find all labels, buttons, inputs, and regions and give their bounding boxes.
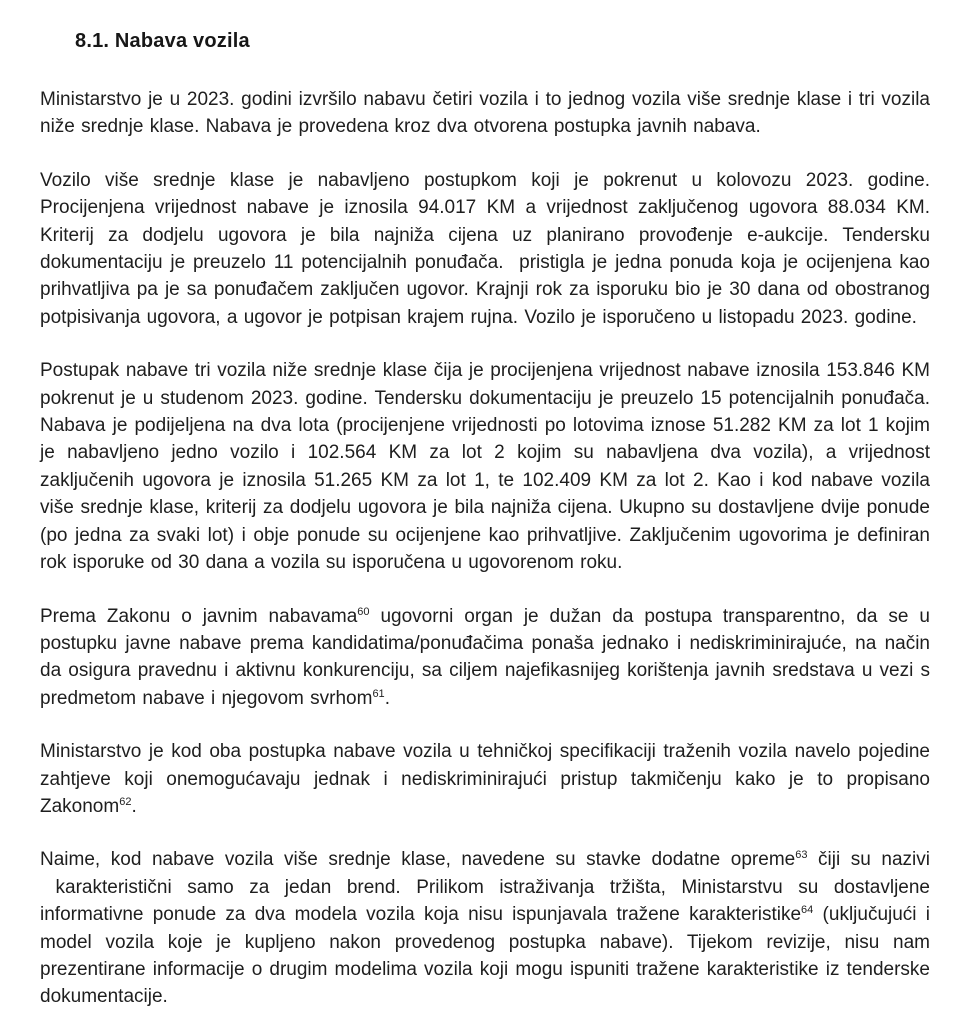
text-run: . [131, 795, 137, 817]
section-heading: 8.1. Nabava vozila [75, 30, 250, 52]
footnote-ref: 61 [372, 687, 385, 700]
footnote-ref: 63 [795, 849, 808, 862]
paragraph-procurement-overview [40, 86, 930, 141]
text-run: (uključujući i model vozila koje je kupljeno nakon provedenog postupka nabave). Tijekom revizije, nisu nam prezentirane informacije o drugim modelima vozila koji mogu ispuniti tražene karakteristike iz tenderske dokumentacije. [40, 904, 930, 1008]
text-run: Ministarstvo je u 2023. godini izvršilo nabavu četiri vozila i to jednog vozila više srednje klase i tri vozila niže srednje klase. Nabava je provedena kroz dva otvorena postupka javnih nabava. [40, 89, 930, 138]
text-run: Postupak nabave tri vozila niže srednje klase čija je procijenjena vrijednost nabave iznosila 153.846 KM pokrenut je u studenom 2023. godine. Tendersku dokumentaciju je preuzelo 15 potencijalnih ponuđača. Nabava je podijeljena na dva lota (procijenjene vrijednosti po lotovima iznose 51.282 KM za lot 1 kojim je nabavljeno jedno vozilo i 102.564 KM za lot 2 kojim su nabavljena dva vozila), a vrijednost zaključenih ugovora je iznosila 51.265 KM za lot 1, te 102.409 KM za lot 2. Kao i kod nabave vozila više srednje klase, kriterij za dodjelu ugovora je bila najniža cijena. Ukupno su dostavljene dvije ponude (po jedna za svaki lot) i obje ponude su ocijenjene kao prihvatljive. Zaključenim ugovorima je definiran rok isporuke od 30 dana a vozila su isporučena u ugovorenom roku. [40, 360, 930, 574]
text-run: Naime, kod nabave vozila više srednje klase, navedene su stavke dodatne opreme [40, 849, 796, 871]
paragraph-lower-midrange-vehicles [40, 357, 930, 576]
paragraph-brand-specific-equipment [40, 846, 930, 1010]
footnote-ref: 60 [357, 605, 370, 618]
text-run: čiji su nazivi karakteristični samo za jedan brend. Prilikom istraživanja tržišta, Ministarstvu su dostavljene informativne ponude za dva modela vozila koja nisu ispunjavala tražene karakteristike [40, 849, 930, 926]
text-run: Vozilo više srednje klase je nabavljeno postupkom koji je pokrenut u kolovozu 2023. godine. Procijenjena vrijednost nabave je iznosila 94.017 KM a vrijednost zaključenog ugovora 88.034 KM. Kriterij za dodjelu ugovora je bila najniža cijena uz planirano provođenje e-aukcije. Tendersku dokumentaciju je preuzelo 11 potencijalnih ponuđača. pristigla je jedna ponuda koja je ocijenjena kao prihvatljiva pa je sa ponuđačem zaključen ugovor. Krajnji rok za isporuku bio je 30 dana od obostranog potpisivanja ugovora, a ugovor je potpisan krajem rujna. Vozilo je isporučeno u listopadu 2023. godine. [40, 169, 930, 328]
paragraph-technical-specification [40, 738, 930, 820]
footnote-ref: 64 [801, 904, 814, 917]
text-run: . [384, 687, 390, 709]
footnote-ref: 62 [119, 795, 132, 808]
paragraph-public-procurement-law [40, 603, 930, 713]
text-run: Prema Zakonu o javnim nabavama [40, 605, 358, 627]
text-run: ugovorni organ je dužan da postupa transparentno, da se u postupku javne nabave prema kandidatima/ponuđačima ponaša jednako i nediskriminirajuće, na način da osigura pravednu i aktivnu konkurenciju, sa ciljem najefikasnijeg korištenja javnih sredstava u vezi s predmetom nabave i njegovom svrhom [40, 605, 930, 709]
text-run: Ministarstvo je kod oba postupka nabave vozila u tehničkoj specifikaciji traženih vozila navelo pojedine zahtjeve koji onemogućavaju jednak i nediskriminirajući pristup takmičenju kako je to propisano Zakonom [40, 741, 930, 817]
paragraph-upper-midrange-vehicle [40, 167, 930, 331]
